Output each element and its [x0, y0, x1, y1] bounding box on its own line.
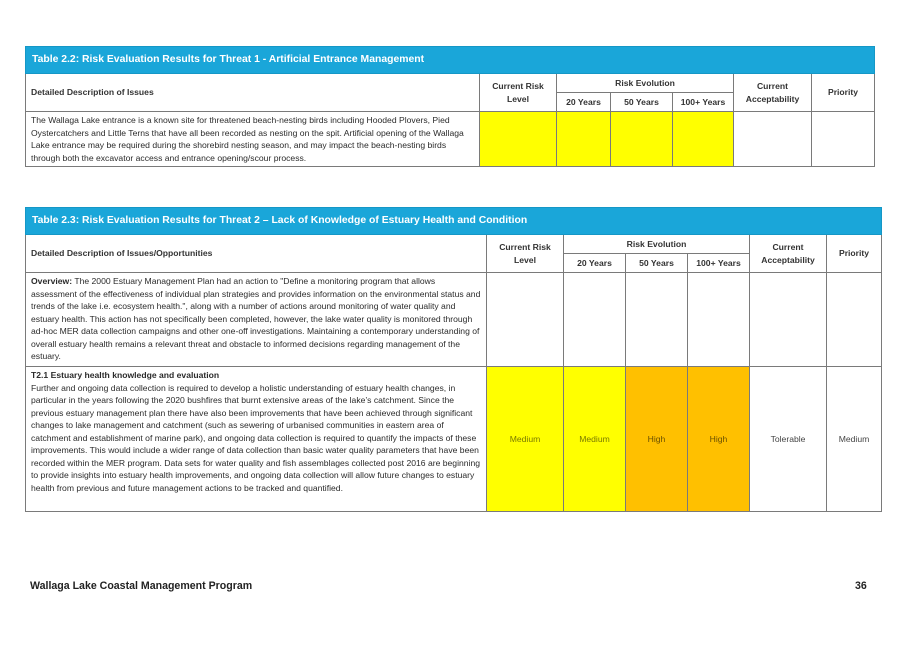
header-risk-evolution: Risk Evolution	[557, 74, 734, 93]
header-100-years: 100+ Years	[688, 254, 750, 273]
header-priority: Priority	[827, 235, 882, 273]
empty-cell	[827, 273, 882, 367]
empty-cell	[750, 273, 827, 367]
header-current-risk: Current Risk Level	[487, 235, 564, 273]
header-description: Detailed Description of Issues	[26, 74, 480, 112]
issue-description: The Wallaga Lake entrance is a known site for threatened beach-nesting birds including Hooded Plovers, Pied Oystercatchers and Little Terns that have all been recorded as nesting on the spit. Artificial opening of the Wallaga Lake entrance may be required during the shorebird nesting season, and may impact the beach-nesting birds through both the excavator access and entrance opening/scour process.	[26, 112, 480, 167]
acceptability-cell	[734, 112, 812, 167]
current-risk-cell: Medium	[487, 367, 564, 512]
t21-text: Further and ongoing data collection is required to develop a holistic understanding of estuary health changes, in particular in the years following the 2020 bushfires that burnt extensive areas of the lake’s catchment. Since the previous estuary management plan there have also been improvements that have been achieved through significant changes to lake management and catchment (such as sewering of urbanised communities in eastern area of catchment and establishment of marine park), and ongoing data collection is required to quantify the impacts of these improvements. This would include a wider range of data collection than basic water quality parameters that have been recorded within the MER program. Data sets for water quality and fish assemblages collected post 2016 are beginning to provide insights into estuary health improvements, and ongoing data collection will allow future changes to estuary health from previous and future management actions to be tracked and quantified.	[31, 382, 481, 493]
overview-text: The 2000 Estuary Management Plan had an action to "Define a monitoring program that allows assessment of the effectiveness of individual plan strategies and provides information on the environmental status and trends of the lake i.e. ecosystem health.", along with a number of actions around monitoring of water quality and estuary health. This action has not specifically been completed, however, the lake water quality is monitored through ad-hoc MER data collection campaigns and other one-off investigations. Maintaining a contemporary understanding of overall estuary health remains a relevant threat and obstacle to informed decisions regarding management of the estuary.	[31, 276, 481, 361]
header-acceptability: Current Acceptability	[734, 74, 812, 112]
overview-description	[26, 273, 487, 367]
table-threat-2	[25, 207, 882, 512]
header-priority: Priority	[812, 74, 875, 112]
table-row	[26, 367, 882, 512]
empty-cell	[564, 273, 626, 367]
table-threat-1	[25, 46, 875, 167]
header-description: Detailed Description of Issues/Opportunities	[26, 235, 487, 273]
t21-label: T2.1 Estuary health knowledge and evaluation	[31, 370, 220, 380]
table-title: Table 2.2: Risk Evaluation Results for Threat 1 - Artificial Entrance Management	[26, 47, 875, 74]
priority-cell: Medium	[827, 367, 882, 512]
risk-100-years-cell: High	[688, 367, 750, 512]
overview-label: Overview:	[31, 276, 73, 286]
table-row	[26, 273, 882, 367]
header-20-years: 20 Years	[564, 254, 626, 273]
risk-100-years-cell	[673, 112, 734, 167]
risk-50-years-cell	[611, 112, 673, 167]
page-number: 36	[855, 580, 867, 592]
table-title: Table 2.3: Risk Evaluation Results for Threat 2 – Lack of Knowledge of Estuary Health and Condition	[26, 208, 882, 235]
header-current-risk: Current Risk Level	[480, 74, 557, 112]
footer-document-title: Wallaga Lake Coastal Management Program	[30, 580, 253, 592]
priority-cell	[812, 112, 875, 167]
header-acceptability: Current Acceptability	[750, 235, 827, 273]
t21-description	[26, 367, 487, 512]
acceptability-cell: Tolerable	[750, 367, 827, 512]
empty-cell	[626, 273, 688, 367]
risk-20-years-cell: Medium	[564, 367, 626, 512]
empty-cell	[688, 273, 750, 367]
risk-50-years-cell: High	[626, 367, 688, 512]
risk-20-years-cell	[557, 112, 611, 167]
table-row	[26, 112, 875, 167]
header-20-years: 20 Years	[557, 93, 611, 112]
empty-cell	[487, 273, 564, 367]
header-50-years: 50 Years	[611, 93, 673, 112]
current-risk-cell	[480, 112, 557, 167]
header-50-years: 50 Years	[626, 254, 688, 273]
header-risk-evolution: Risk Evolution	[564, 235, 750, 254]
header-100-years: 100+ Years	[673, 93, 734, 112]
